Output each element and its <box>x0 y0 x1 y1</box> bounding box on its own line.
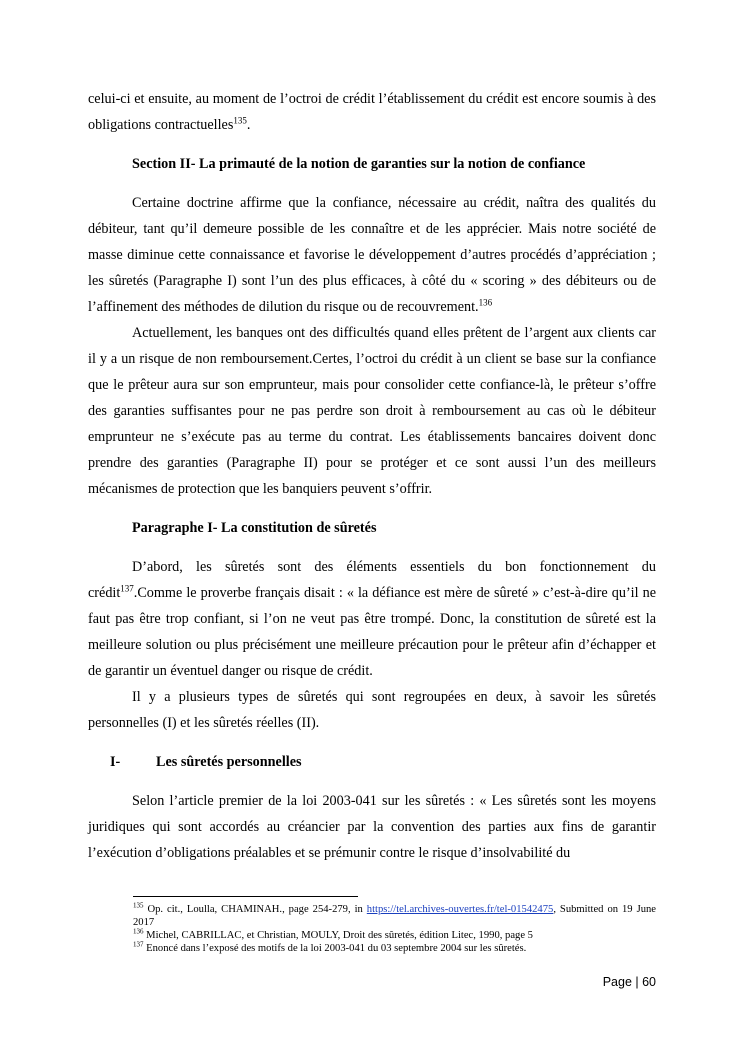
paragraph <box>88 554 656 684</box>
section-heading: Section II- La primauté de la notion de garanties sur la notion de confiance <box>132 156 586 172</box>
footnote <box>88 942 656 955</box>
footnote-ref[interactable]: 135 <box>233 115 247 126</box>
paragraph-text: .Comme le proverbe français disait : « la défiance est mère de sûreté » c’est-à-dire qu’il ne faut pas être trop confiant, si l’on ne veut pas être trompé. Donc, la constitution de sûreté est la meilleure solution ou plus précisément une meilleure précaution pour le prêteur afin d’échapper et de garantir un éventuel danger ou risque de crédit. <box>88 585 656 679</box>
footnote-number: 135 <box>133 901 144 910</box>
footnote <box>88 903 656 929</box>
footnote-separator <box>133 896 358 897</box>
paragraph: Il y a plusieurs types de sûretés qui sont regroupées en deux, à savoir les sûretés personnelles (I) et les sûretés réelles (II). <box>88 689 656 731</box>
paragraph-heading: Paragraphe I- La constitution de sûretés <box>132 520 377 536</box>
subsection-heading <box>88 749 656 775</box>
subsection-number: I- <box>110 754 121 770</box>
footnote-link[interactable]: https://tel.archives-ouvertes.fr/tel-01542475 <box>366 904 554 915</box>
paragraph <box>88 190 656 320</box>
page-number: Page | 60 <box>602 975 656 989</box>
footnote-number: 136 <box>133 927 144 936</box>
footnote-number: 137 <box>133 940 144 949</box>
paragraph: Actuellement, les banques ont des difficultés quand elles prêtent de l’argent aux clients car il y a un risque de non remboursement.Certes, l’octroi du crédit à un client se base sur la confiance que le prêteur aura sur son emprunteur, mais pour consolider cette confiance-là, le prêteur s’offre des garanties suffisantes pour ne pas perdre son droit à remboursement au cas où le débiteur emprunteur ne s’exécute pas au terme du contrat. Les établissements bancaires doivent donc prendre des garanties (Paragraphe II) pour se protéger et ce sont aussi l’un des meilleurs mécanismes de protection que les banquiers peuvent s’offrir. <box>88 325 656 497</box>
paragraph-text: D’abord, les sûretés sont des éléments essentiels du bon fonctionnement du crédit <box>88 559 656 601</box>
paragraph: Selon l’article premier de la loi 2003-041 sur les sûretés : « Les sûretés sont les moyens juridiques qui sont accordés au créancier par la convention des parties aux fins de garantir l’exécution d’obligations préalables et se prémunir contre le risque d’insolvabilité du <box>88 793 656 861</box>
footnote-text: , Submitted on 19 June 2017 <box>133 904 656 928</box>
document-body <box>88 86 656 866</box>
subsection-title: Les sûretés personnelles <box>156 754 302 770</box>
paragraph-text: Certaine doctrine affirme que la confiance, nécessaire au crédit, naîtra des qualités du débiteur, tant qu’il demeure possible de les connaître et de les apprécier. Mais notre société de masse diminue cette connaissance et favorise le développement d’autres procédés d’appréciation ; les sûretés (Paragraphe I) sont l’un des plus efficaces, à côté du « scoring » des débiteurs ou de l’affinement des méthodes de dilution du risque ou de recouvrement. <box>88 195 656 315</box>
footnote-text: Op. cit., Loulla, CHAMINAH., page 254-279, in <box>143 904 367 915</box>
footnote-text: Enoncé dans l’exposé des motifs de la loi 2003-041 du 03 septembre 2004 sur les sûretés. <box>143 943 527 954</box>
footnote-ref[interactable]: 136 <box>478 297 493 308</box>
footnote-ref[interactable]: 137 <box>120 583 134 594</box>
footnotes <box>88 896 656 955</box>
footnote <box>88 929 656 942</box>
paragraph-text: celui-ci et ensuite, au moment de l’octroi de crédit l’établissement du crédit est encore soumis à des obligations contractuelles <box>88 91 656 133</box>
paragraph <box>88 86 656 138</box>
paragraph-text: . <box>246 117 251 133</box>
footnote-text: Michel, CABRILLAC, et Christian, MOULY, Droit des sûretés, édition Litec, 1990, page 5 <box>143 930 533 941</box>
